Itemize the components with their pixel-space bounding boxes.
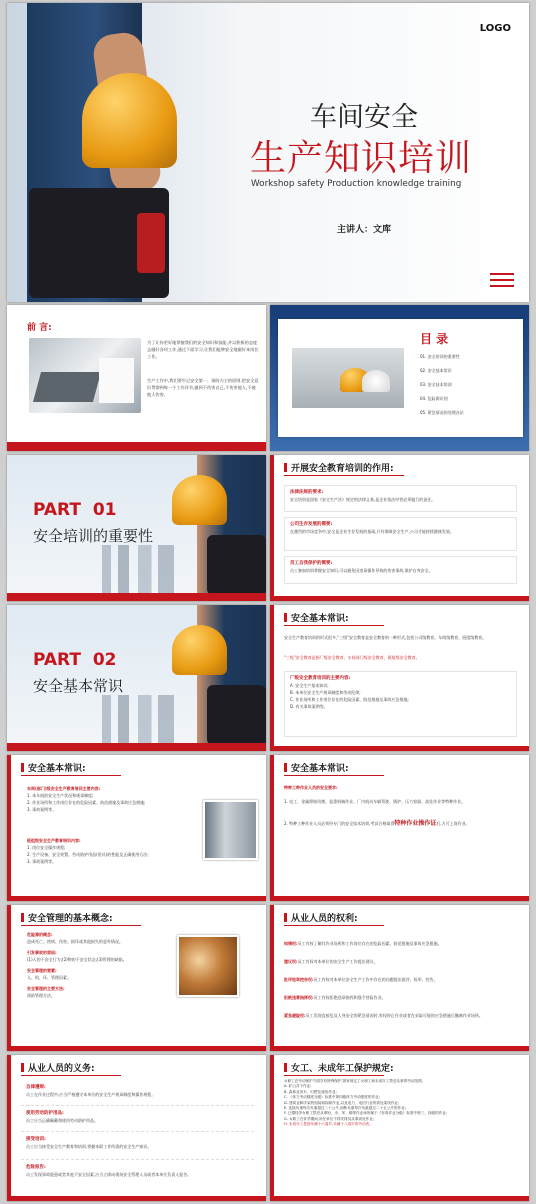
logo: LOGO [479, 23, 511, 34]
basic-knowledge-slide-2[interactable] [7, 755, 266, 901]
side-bar [270, 755, 274, 901]
slide-title: 安全基本常识: [284, 611, 349, 624]
info-box: 公司生存发展的需要: 在激烈的市场竞争中,安全是企业生存发展的基础,只有保障安全生产,公司才能持续健康发展。 [284, 517, 517, 551]
bottom-bar [7, 743, 266, 751]
bottom-bar [7, 442, 266, 451]
info-box: 法律法规的要求: 安全培训是国家《安全生产法》规定的法律义务,是企业依法经营必须履行的责任。 [284, 485, 517, 512]
hard-hat-image [82, 73, 177, 168]
side-bar [270, 605, 274, 751]
laptop-image [29, 338, 141, 413]
preface-title: 前 言: [27, 323, 52, 333]
tool-belt-red-pocket [137, 213, 165, 273]
bottom-bar [7, 1046, 266, 1051]
slide-title: 安全基本常识: [284, 761, 349, 774]
slide-title: 安全基本常识: [21, 761, 86, 774]
title-underline [284, 625, 384, 626]
title-underline [284, 475, 404, 476]
part1-slide[interactable] [7, 455, 266, 601]
bottom-bar [270, 746, 529, 751]
toc-item[interactable]: 05. 紧急情况的处理办法 [420, 410, 464, 415]
rights-slide[interactable] [270, 905, 529, 1051]
toc-slide[interactable] [270, 305, 529, 451]
title-underline [284, 925, 384, 926]
bottom-bar [270, 896, 529, 901]
tool-belt-image [207, 685, 266, 745]
cover-title-line2: 生产知识培训 [250, 138, 473, 179]
bottom-bar [7, 1196, 266, 1201]
tool-belt-image [207, 535, 266, 595]
part2-slide[interactable] [7, 605, 266, 751]
side-bar [7, 1055, 11, 1201]
management-concept-slide[interactable] [7, 905, 266, 1051]
content-box: 厂级安全教育培训的主要内容: A. 安全生产基本知识; B. 本单位安全生产规章制度和劳动纪律; C. 作业场所和工作岗位存在的危险因素、防范措施及事故应急措施; D. 有关事故案例等。 [284, 671, 517, 737]
bottom-bar [7, 896, 266, 901]
toc-list [420, 353, 520, 416]
city-skyline-image [102, 695, 192, 750]
why-slide[interactable] [270, 455, 529, 601]
toc-item[interactable]: 01. 安全培训的重要性 [420, 354, 460, 359]
toc-item[interactable]: 03. 安全技术培训 [420, 382, 452, 387]
basic-knowledge-slide-1[interactable] [270, 605, 529, 751]
duty-box: 接受培训: 员工应当接受安全生产教育和培训,掌握本职工作所需的安全生产知识。 [21, 1133, 254, 1160]
bottom-bar [270, 1046, 529, 1051]
concept-list: 危险源的概念: 造成死亡、疾病、伤害、损坏或其他损失的意外情况。 引发事故的原因: (1)人的不安全行为;(2)物的不安全状态;(3)管理的缺陷。 安全管理的要素: 人、机、环、管理因素。 安全管理的主要方法: 预防管理方法。 [27, 932, 127, 998]
side-bar [7, 755, 11, 901]
menu-lines-icon [490, 273, 514, 287]
paragraph: 1. 电工、金属焊接切割、起重机械作业、厂内机动车辆驾驶、锅炉、压力容器、高处作业等特种作业。 [284, 799, 466, 804]
section-list-1: 车间(部门)级安全生产教育培训主要内容: 1. 本车间的安全生产状况和规章制度; 2. 作业场所和工作岗位存在的危险因素、防范措施及事故应急措施; 3. 事故案例等。 [27, 786, 146, 812]
section-heading: 特种工种作业人员的安全要求: [284, 785, 338, 790]
right-item: 紧急避险权:员工发现直接危及人身安全的紧急情况时,有权停止作业或者在采取可能的应急措施后撤离作业场所。 [284, 1013, 483, 1018]
highlight-paragraph: "三级"安全教育是指厂级安全教育、车间部门级安全教育、班组级安全教育。 [284, 655, 420, 660]
factory-image [203, 800, 258, 860]
part-title: 安全基本常识 [33, 677, 124, 695]
cover-slide[interactable] [7, 3, 529, 302]
slide-title: 女工、未成年工保护规定: [284, 1061, 394, 1074]
bottom-bar [270, 1196, 529, 1201]
paragraph: 2. 特种工种作业人员必须经专门的安全技术培训,考试合格取得特种作业操作证后,方可上岗作业。 [284, 820, 470, 827]
duty-box: 危险报告: 员工发现事故隐患或者其他不安全因素,应当立即向现场安全管理人员或者本单位负责人报告。 [21, 1161, 254, 1191]
side-bar [270, 455, 274, 601]
slide-title: 从业人员的义务: [21, 1061, 95, 1074]
slide-title: 开展安全教育培训的作用: [284, 461, 394, 474]
women-content: 女职工在劳动保护方面享有特殊保护,国家规定了女职工和未成年工禁忌从事的劳动范围。 A. 矿山井下作业; B. 森林业伐木、归楞及流放作业; C. 《体力劳动强度分级》标准中第四级体力劳动强度的作业; D. 建筑业脚手架的组装和拆除作业,以及电力、电信行业的高处架线作业; E. 连续负重每次负重超过二十公斤,间断负重每次负重超过二十五公斤的作业; F. 已婚待孕女职工禁忌从事铅、汞、苯、镉等作业场所属于《有毒作业分级》标准中第三、四级的作业; G. 女职工在怀孕期间,所在单位不得安排其从事高处作业; H. 未成年工是指年满十六周岁,未满十八周岁的劳动者。 [284, 1079, 448, 1127]
part-label: PART 01 [33, 500, 117, 520]
cover-subtitle: Workshop safety Production knowledge training [251, 179, 462, 189]
basic-knowledge-slide-3[interactable] [270, 755, 529, 901]
right-item: 拒绝违章指挥权:员工有权拒绝违章指挥和强令冒险作业。 [284, 995, 386, 1000]
title-underline [21, 775, 121, 776]
bottom-bar [7, 593, 266, 601]
part-label: PART 02 [33, 650, 117, 670]
side-bar [270, 905, 274, 1051]
hard-hat-image [172, 625, 227, 675]
side-bar [7, 905, 11, 1051]
bottom-bar [270, 596, 529, 601]
title-underline [284, 775, 384, 776]
toc-item[interactable]: 02. 安全基本常识 [420, 368, 452, 373]
women-protection-slide[interactable] [270, 1055, 529, 1201]
info-box: 员工自我保护的需要: 员工参加培训掌握安全知识,可以避免因违章操作导致的伤害事故,保护自身安全。 [284, 556, 517, 584]
right-item: 知情权:员工有权了解其作业场所和工作岗位存在的危险因素、防范措施及事故应急措施。 [284, 941, 442, 946]
side-bar [270, 1055, 274, 1201]
city-skyline-image [102, 545, 192, 600]
toc-image [292, 348, 404, 408]
preface-paragraph-2: 生产工作中,我们要牢记安全第一、预防为主的原则,把安全意识贯彻到每一个工作环节,做到不伤害自己,不伤害他人,不被他人伤害。 [147, 378, 259, 397]
preface-slide[interactable] [7, 305, 266, 451]
duties-slide[interactable] [7, 1055, 266, 1201]
preface-paragraph-1: 为了让你更好地掌握我们的安全知识和技能,并以积极的态度去做好各项工作,通过下面学习,让我们能够安全地做好本岗位工作。 [147, 340, 259, 359]
part-title: 安全培训的重要性 [33, 527, 154, 545]
duty-box: 使用劳动防护用品: 员工应当正确佩戴和使用劳动防护用品。 [21, 1107, 254, 1132]
speaker: 主讲人：文库 [337, 225, 392, 235]
title-underline [21, 1075, 121, 1076]
cover-title-line1: 车间安全 [310, 102, 418, 133]
slide-title: 从业人员的权利: [284, 911, 358, 924]
hard-hat-image [172, 475, 227, 525]
title-underline [284, 1075, 384, 1076]
right-item: 批评检举控告权:员工有权对本单位安全生产工作中存在的问题提出批评、检举、控告。 [284, 977, 438, 982]
slide-title: 安全管理的基本概念: [21, 911, 113, 924]
section-list-2: 班组级安全生产教育培训内容: 1. 岗位安全操作规程; 2. 生产设备、安全装置、劳动防护用品(用具)的性能及正确使用方法; 3. 事故案例等。 [27, 838, 149, 864]
toc-item[interactable]: 04. 危险源识别 [420, 396, 448, 401]
title-underline [21, 925, 141, 926]
toc-title: 目 录 [420, 332, 449, 346]
right-item: 建议权:员工有权对本单位的安全生产工作提出建议。 [284, 959, 378, 964]
duty-box: 自律遵规: 员工在作业过程中,应当严格遵守本单位的安全生产规章制度和操作规程。 [21, 1081, 254, 1106]
paragraph: 安全生产教育培训的形式很多,"三级"安全教育是安全教育的一种形式,包括公司级教育、车间级教育、班组级教育。 [284, 635, 487, 640]
gears-image [177, 935, 239, 997]
